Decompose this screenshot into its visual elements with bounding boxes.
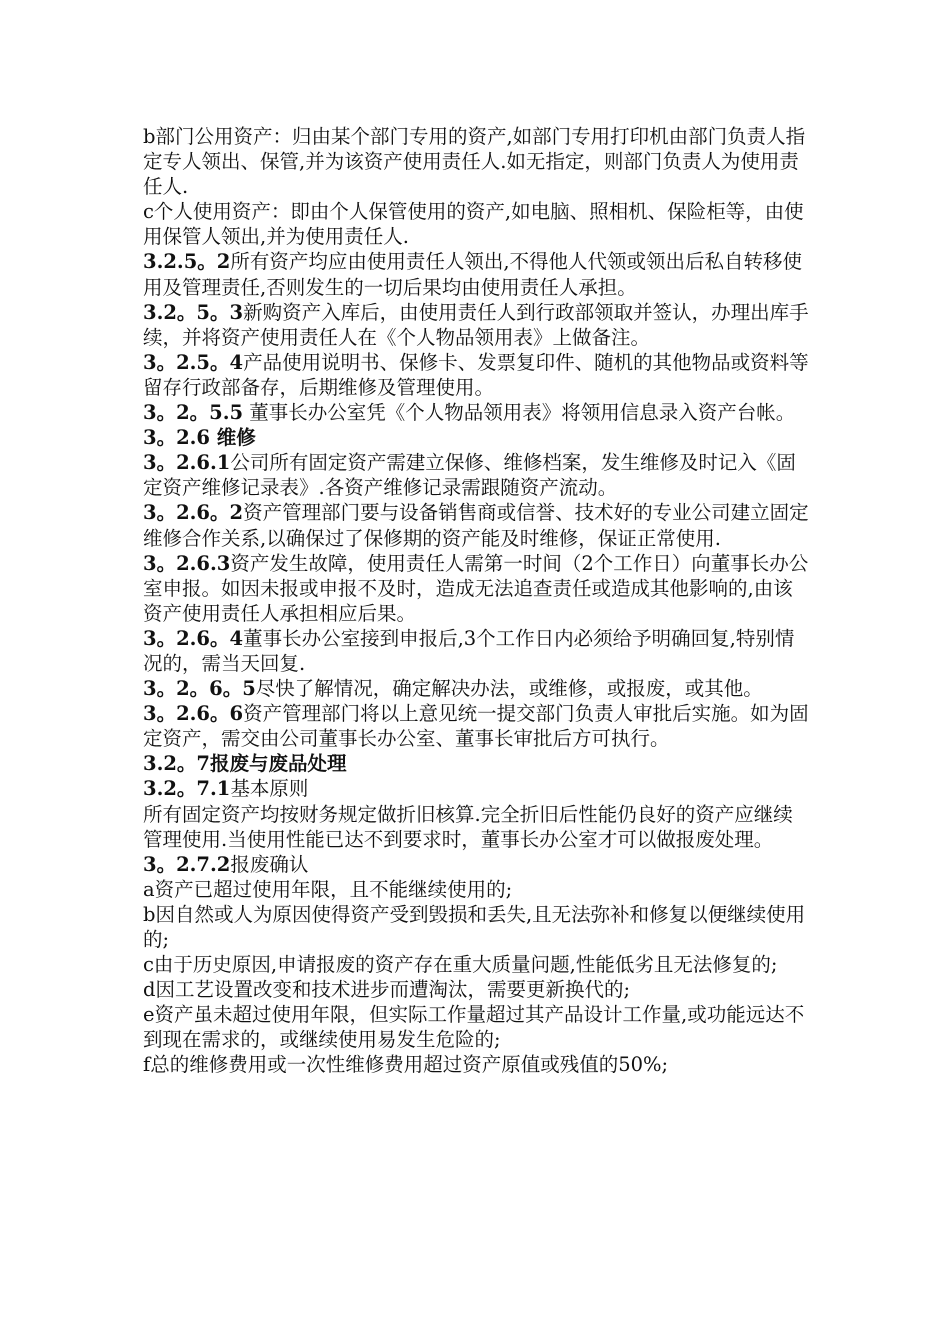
section-number: 3.2。7.1 [143, 777, 231, 801]
paragraph-text: a资产已超过使用年限，且不能继续使用的; [143, 877, 513, 901]
paragraph [143, 400, 811, 425]
paragraph [143, 199, 811, 249]
document-body [143, 124, 811, 1078]
paragraph [143, 802, 811, 852]
section-number: 3。2.5。4 [143, 350, 244, 374]
paragraph-text: 资产管理部门要与设备销售商或信誉、技术好的专业公司建立固定维修合作关系,以确保过了保修期的资产能及时维修，保证正常使用. [143, 501, 809, 550]
paragraph [143, 877, 811, 902]
paragraph [143, 500, 811, 550]
paragraph [143, 1002, 811, 1052]
paragraph [143, 249, 811, 299]
paragraph-text: c由于历史原因,申请报废的资产存在重大质量问题,性能低劣且无法修复的; [143, 953, 778, 977]
section-number: 3。2.7.2 [143, 852, 231, 876]
section-number: 3.2。5。3 [143, 300, 244, 324]
paragraph [143, 350, 811, 400]
paragraph [143, 1052, 811, 1077]
paragraph-text: 董事长办公室接到申报后,3个工作日内必须给予明确回复,特别情况的，需当天回复. [143, 626, 795, 675]
paragraph-text: 报废确认 [230, 852, 309, 876]
paragraph [143, 852, 811, 877]
section-number: 3。2。5.5 [143, 401, 244, 425]
paragraph [143, 701, 811, 751]
section-number: 3。2。6。5 [143, 677, 256, 701]
paragraph-text: 产品使用说明书、保修卡、发票复印件、随机的其他物品或资料等留存行政部备存，后期维修及管理使用。 [143, 350, 809, 399]
paragraph [143, 626, 811, 676]
paragraph-text: e资产虽未超过使用年限，但实际工作量超过其产品设计工作量,或功能远达不到现在需求的，或继续使用易发生危险的; [143, 1003, 805, 1052]
paragraph [143, 776, 811, 801]
section-heading: 维修 [216, 426, 256, 450]
paragraph [143, 952, 811, 977]
section-number: 3.2。7 [143, 752, 210, 776]
paragraph-text: 基本原则 [230, 777, 309, 801]
paragraph-text: f总的维修费用或一次性维修费用超过资产原值或残值的50%; [143, 1053, 669, 1077]
paragraph-text: 所有资产均应由使用责任人领出,不得他人代领或领出后私自转移使用及管理责任,否则发生的一切后果均由使用责任人承担。 [143, 250, 803, 299]
section-number: 3。2.6.1 [143, 451, 231, 475]
paragraph [143, 450, 811, 500]
paragraph-text: 所有固定资产均按财务规定做折旧核算.完全折旧后性能仍良好的资产应继续管理使用.当使用性能已达不到要求时，董事长办公室才可以做报废处理。 [143, 802, 793, 851]
paragraph-text: 资产发生故障，使用责任人需第一时间（2个工作日）向董事长办公室申报。如因未报或申报不及时，造成无法追查责任或造成其他影响的,由该资产使用责任人承担相应后果。 [143, 551, 809, 625]
paragraph [143, 676, 811, 701]
section-number: 3。2.6。4 [143, 626, 244, 650]
paragraph-text: 新购资产入库后，由使用责任人到行政部领取并签认，办理出库手续，并将资产使用责任人在《个人物品领用表》上做备注。 [143, 300, 809, 349]
paragraph-text: 公司所有固定资产需建立保修、维修档案，发生维修及时记入《固定资产维修记录表》.各资产维修记录需跟随资产流动。 [143, 451, 796, 500]
paragraph-text: c个人使用资产：即由个人保管使用的资产,如电脑、照相机、保险柜等，由使用保管人领出,并为使用责任人. [143, 200, 804, 249]
paragraph [143, 425, 811, 450]
paragraph-text: b部门公用资产：归由某个部门专用的资产,如部门专用打印机由部门负责人指定专人领出、保管,并为该资产使用责任人.如无指定，则部门负责人为使用责任人. [143, 125, 806, 199]
paragraph-text: 资产管理部门将以上意见统一提交部门负责人审批后实施。如为固定资产，需交由公司董事长办公室、董事长审批后方可执行。 [143, 702, 809, 751]
section-number: 3.2.5。2 [143, 250, 231, 274]
paragraph [143, 902, 811, 952]
paragraph [143, 124, 811, 199]
section-heading: 报废与废品处理 [210, 752, 347, 776]
paragraph [143, 977, 811, 1002]
paragraph [143, 551, 811, 626]
paragraph-text: 尽快了解情况，确定解决办法，或维修，或报废，或其他。 [255, 677, 763, 701]
section-number: 3。2.6.3 [143, 551, 231, 575]
paragraph-text: d因工艺设置改变和技术进步而遭淘汰，需要更新换代的; [143, 978, 631, 1002]
paragraph-text: 董事长办公室凭《个人物品领用表》将领用信息录入资产台帐。 [243, 401, 796, 425]
section-number: 3。2.6。2 [143, 501, 244, 525]
paragraph-text: b因自然或人为原因使得资产受到毁损和丢失,且无法弥补和修复以便继续使用的; [143, 902, 806, 951]
section-number: 3。2.6。6 [143, 702, 244, 726]
paragraph [143, 300, 811, 350]
paragraph [143, 751, 811, 776]
section-number: 3。2.6 [143, 426, 217, 450]
